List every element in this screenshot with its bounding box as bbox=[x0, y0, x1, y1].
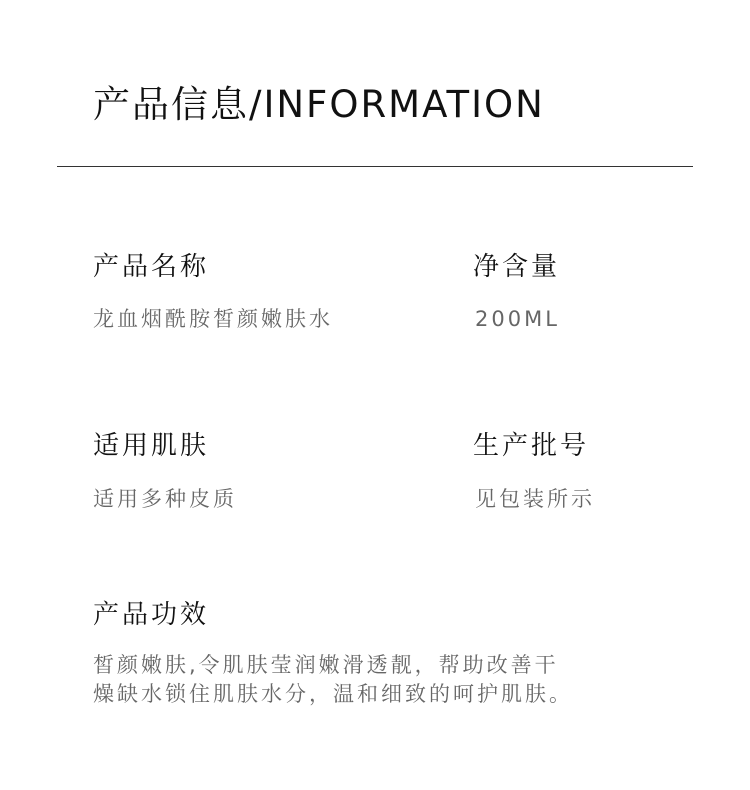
product-name-label: 产品名称 bbox=[93, 252, 210, 282]
batch-number-label: 生产批号 bbox=[473, 431, 590, 461]
net-content-label: 净含量 bbox=[473, 252, 561, 282]
title-divider bbox=[57, 166, 693, 167]
effect-line-1: 皙颜嫩肤,令肌肤莹润嫩滑透靓，帮助改善干 bbox=[93, 653, 559, 677]
effect-label: 产品功效 bbox=[93, 600, 210, 630]
page-title: 产品信息/INFORMATION bbox=[93, 83, 545, 126]
skin-type-label: 适用肌肤 bbox=[93, 431, 210, 461]
net-content-value: 200ML bbox=[475, 307, 560, 331]
batch-number-value: 见包装所示 bbox=[475, 487, 595, 511]
product-name-value: 龙血烟酰胺皙颜嫩肤水 bbox=[93, 307, 333, 331]
effect-text bbox=[93, 651, 573, 709]
effect-line-2: 燥缺水锁住肌肤水分，温和细致的呵护肌肤。 bbox=[93, 682, 573, 706]
skin-type-value: 适用多种皮质 bbox=[93, 487, 237, 511]
